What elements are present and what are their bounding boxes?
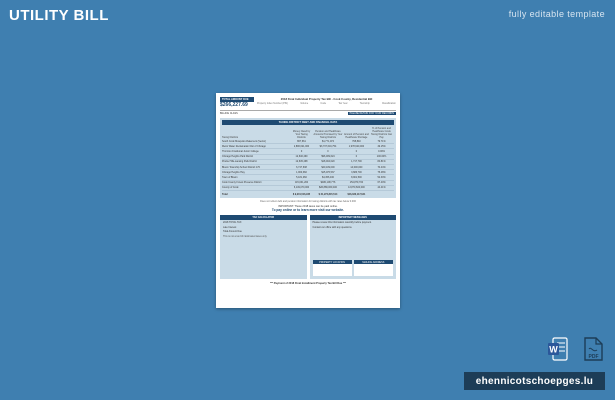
- total-cell: $16,023,117,641: [347, 192, 366, 196]
- col-volume: Volume: [300, 102, 309, 105]
- debt-table: [222, 126, 394, 196]
- table-cell: 154,879,700: [344, 180, 369, 185]
- th-pension: Pension and Healthcare Amounts Promised by Your Taxing Districts: [313, 129, 343, 139]
- table-cell: 52.30%: [369, 175, 394, 180]
- table-cell: $4,456,430: [312, 175, 344, 180]
- table-cell: $26,889,069,400: [312, 185, 344, 190]
- col-class: Classification: [381, 102, 396, 105]
- table-cell: $18,004,020: [312, 159, 344, 164]
- table-cell: 0: [344, 149, 369, 154]
- bill-columns: [257, 102, 396, 105]
- table-cell: 14,000,000: [344, 164, 369, 169]
- messages-title: IMPORTANT MESSAGES: [310, 215, 397, 220]
- messages-box: [310, 215, 397, 279]
- table-cell: Chicago Heights Park District: [222, 154, 291, 159]
- retain-chip: PLEASE RETAIN FOR YOUR RECORDS: [349, 112, 394, 115]
- amount-due-badge: TOTAL AMOUNT DUE: [220, 97, 254, 102]
- tax-calculator-title: TAX CALCULATOR: [220, 215, 307, 220]
- word-icon[interactable]: [548, 337, 568, 361]
- amount-due: $266,227.69: [220, 102, 248, 108]
- payment-message: [220, 205, 396, 212]
- th-percent: % of Pension and Healthcare Costs Taxing Districts Can Pay: [370, 126, 393, 139]
- table-cell: Thornton Fractional Junior College: [222, 149, 291, 154]
- table-cell: Town of Bloom: [222, 175, 291, 180]
- table-cell: 49.15%: [369, 144, 394, 149]
- th-district: Taxing Districts: [222, 135, 239, 139]
- table-cell: 1,717,700: [344, 159, 369, 164]
- table-cell: 0: [291, 149, 312, 154]
- billing-class: BILLING CLASS: [220, 112, 238, 115]
- pdf-icon[interactable]: [583, 337, 603, 361]
- table-cell: 6,149,070,000: [291, 185, 312, 190]
- message-line-1: IMPORTANT: These 2018 taxes can be paid online.: [278, 205, 338, 209]
- table-cell: 84.81%: [369, 159, 394, 164]
- bill-heading: 2018 Final Individual Property Tax Bill - Cook County, Residential Bill: [280, 97, 373, 101]
- table-cell: 867,661: [291, 139, 312, 144]
- table-total-row: [222, 190, 394, 196]
- table-cell: 44.41%: [369, 185, 394, 190]
- calc-line-3: Total Amount Due: [223, 230, 242, 234]
- th-shortage: Amount of Pension and Healthcare Shortage: [343, 132, 369, 139]
- table-cell: 8,901,500: [344, 175, 369, 180]
- page-subtitle: fully editable template: [508, 9, 605, 19]
- total-cell: [369, 190, 394, 196]
- table-cell: 768,840: [344, 139, 369, 144]
- table-cell: 79.71%: [369, 139, 394, 144]
- mailing-address-title: MAILING ADDRESS: [354, 260, 393, 264]
- table-header-row: [222, 126, 394, 139]
- table-cell: Metro Water Reclamation Dist of Chicago: [222, 144, 291, 149]
- total-cell: $ 9,201,516,945: [292, 192, 311, 196]
- table-cell: $480,108,776: [312, 180, 344, 185]
- bill-header: [220, 97, 396, 108]
- table-cell: $3,737,619,754: [312, 144, 344, 149]
- property-location-title: PROPERTY LOCATION: [313, 260, 352, 264]
- total-cell: Total: [222, 192, 228, 196]
- table-cell: 1,978,620,000: [344, 144, 369, 149]
- message-2: Contact our office with any questions.: [312, 225, 353, 229]
- table-cell: Chicago Heights Hwy: [222, 170, 291, 175]
- table-cell: Prairie Hills-Lansing Park District: [222, 159, 291, 164]
- table-cell: 0.00%: [369, 149, 394, 154]
- table-cell: 6,747,638: [291, 164, 312, 169]
- table-cell: 100.00%: [369, 154, 394, 159]
- table-cell: 13,870,600,000: [344, 185, 369, 190]
- table-cell: $40,109,000: [312, 164, 344, 169]
- mailing-address-box: [354, 260, 393, 276]
- table-cell: 12,646,490: [291, 154, 312, 159]
- debt-note: Does not reflect debt and pension information for taxing districts with tax rates below 0.000: [260, 200, 356, 204]
- table-cell: $96,009,624: [312, 154, 344, 159]
- svg-text:W: W: [549, 344, 558, 355]
- table-cell: 3,686,700: [344, 170, 369, 175]
- message-line-2: To pay online or to learn more visit our website.: [271, 208, 345, 213]
- bill-preview: [216, 93, 400, 308]
- table-cell: 75.48%: [369, 170, 394, 175]
- table-cell: 1,960,382: [291, 170, 312, 175]
- table-cell: 0: [312, 149, 344, 154]
- tax-calculator-box: [220, 215, 307, 279]
- debt-panel-title: TAXING DISTRICT DEBT AND FINANCIAL DATA: [222, 120, 394, 125]
- table-cell: 70.44%: [369, 164, 394, 169]
- col-pin: Property Index Number (PIN): [257, 102, 288, 105]
- table-cell: County of Cook: [222, 185, 291, 190]
- table-cell: $1,771,074: [312, 139, 344, 144]
- col-code: Code: [320, 102, 327, 105]
- table-cell: Bloom Township School District 170: [222, 164, 291, 169]
- table-cell: Cook County Forest Preserve District: [222, 180, 291, 185]
- bill-footer: *** Payment of 2018 Final Installment Property Tax Bill Due ***: [270, 282, 346, 286]
- message-1: Please review this information carefully before payment.: [312, 221, 372, 225]
- svg-text:PDF: PDF: [588, 354, 599, 360]
- debt-panel: [220, 118, 396, 198]
- property-location-box: [313, 260, 352, 276]
- table-cell: 0: [344, 154, 369, 159]
- bill-subrow: [220, 110, 396, 115]
- calc-line-1: 2018 TOTAL TAX: [223, 221, 242, 225]
- page-title: UTILITY BILL: [9, 7, 109, 24]
- table-cell: 2,896,621,000: [291, 144, 312, 149]
- lower-section: [220, 215, 396, 279]
- calc-line-2: Late Interest: [223, 225, 237, 229]
- brand-banner: ehennicotschoepges.lu: [464, 372, 605, 390]
- table-cell: 67.40%: [369, 180, 394, 185]
- th-owed: Money Owed by Your Taxing Districts: [292, 129, 311, 139]
- table-cell: 12,645,498: [291, 159, 312, 164]
- col-township: Township: [359, 102, 370, 105]
- table-cell: 115,061,200: [291, 180, 312, 185]
- col-tax-year: Tax Year: [338, 102, 348, 105]
- calc-note: This is not a tax bill. Estimated taxes only.: [223, 235, 268, 239]
- total-cell: $ 31,272,815,514: [318, 192, 338, 196]
- table-cell: $15,076,537: [312, 170, 344, 175]
- table-cell: South Cook Mosquito Abatement (Vector): [222, 139, 291, 144]
- table-cell: 5,181,060: [291, 175, 312, 180]
